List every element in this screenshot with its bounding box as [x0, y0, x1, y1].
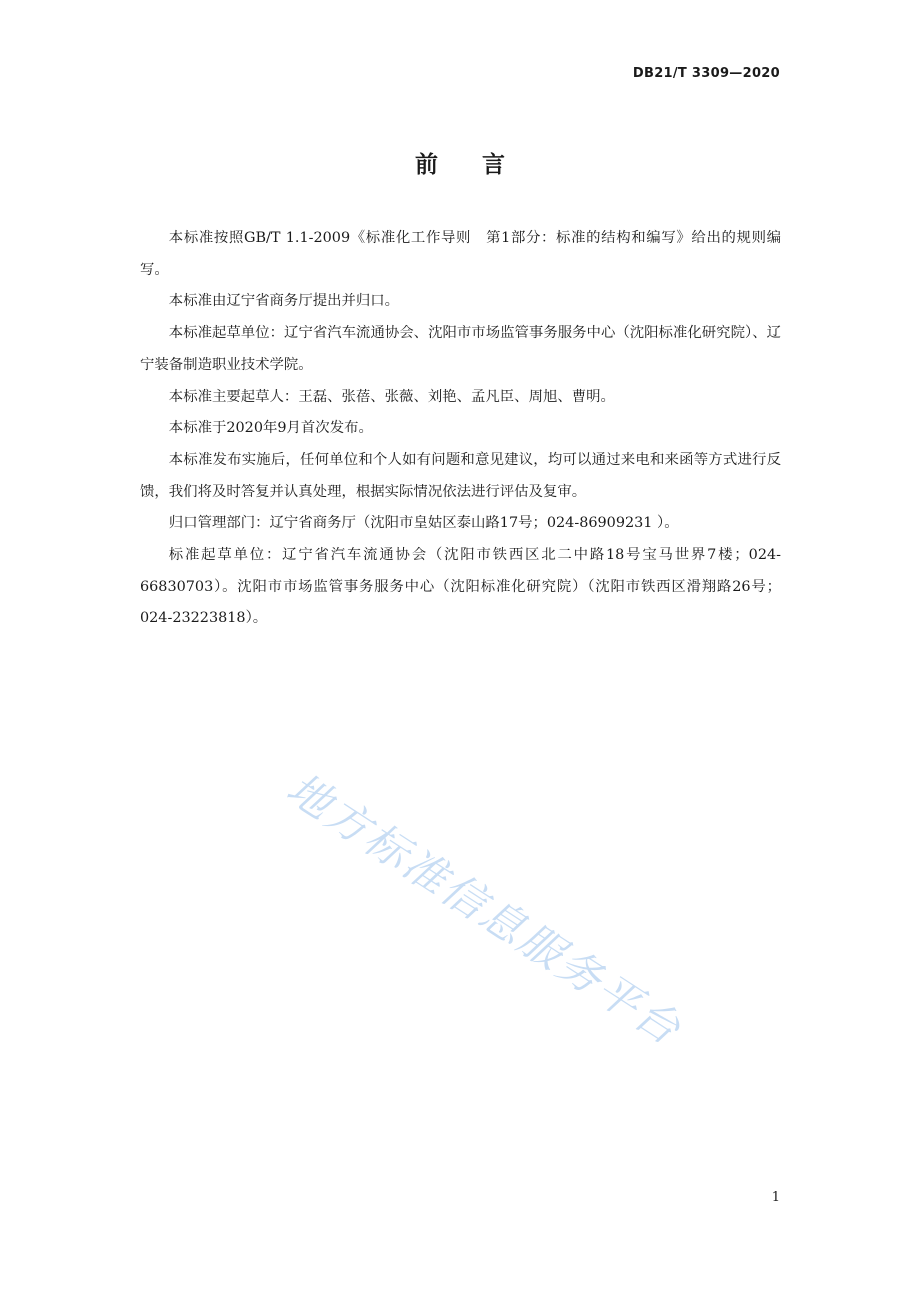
paragraph-drafting-rules: 本标准按照GB/T 1.1-2009《标准化工作导则 第1部分：标准的结构和编写》给出的规则编写。	[140, 230, 781, 278]
paragraph-drafting-unit-contacts: 标准起草单位：辽宁省汽车流通协会（沈阳市铁西区北二中路18号宝马世界7楼；024-66830703）。沈阳市市场监管事务服务中心（沈阳标准化研究院）（沈阳市铁西区滑翔路26号； 024-23223818）。	[140, 547, 781, 627]
paragraph-drafters: 本标准主要起草人：王磊、张蓓、张薇、刘艳、孟凡臣、周旭、曹明。	[168, 388, 615, 405]
paragraph-proposer: 本标准由辽宁省商务厅提出并归口。	[168, 293, 400, 310]
foreword-body	[140, 223, 781, 635]
watermark: 地方标准信息服务平台	[277, 763, 691, 1057]
page-title: 前言	[415, 152, 549, 178]
paragraph-feedback: 本标准发布实施后，任何单位和个人如有问题和意见建议，均可以通过来电和来函等方式进行反馈，我们将及时答复并认真处理，根据实际情况依法进行评估及复审。	[140, 451, 781, 500]
paragraph-first-release: 本标准于2020年9月首次发布。	[168, 420, 373, 437]
paragraph-drafting-units: 本标准起草单位：辽宁省汽车流通协会、沈阳市市场监管事务服务中心（沈阳标准化研究院）、辽宁装备制造职业技术学院。	[140, 325, 781, 373]
page-number: 1	[771, 1190, 780, 1205]
document-code: DB21/T 3309—2020	[632, 66, 780, 81]
paragraph-administrative-dept: 归口管理部门：辽宁省商务厅（沈阳市皇姑区泰山路17号；024-86909231 ）。	[168, 515, 679, 532]
